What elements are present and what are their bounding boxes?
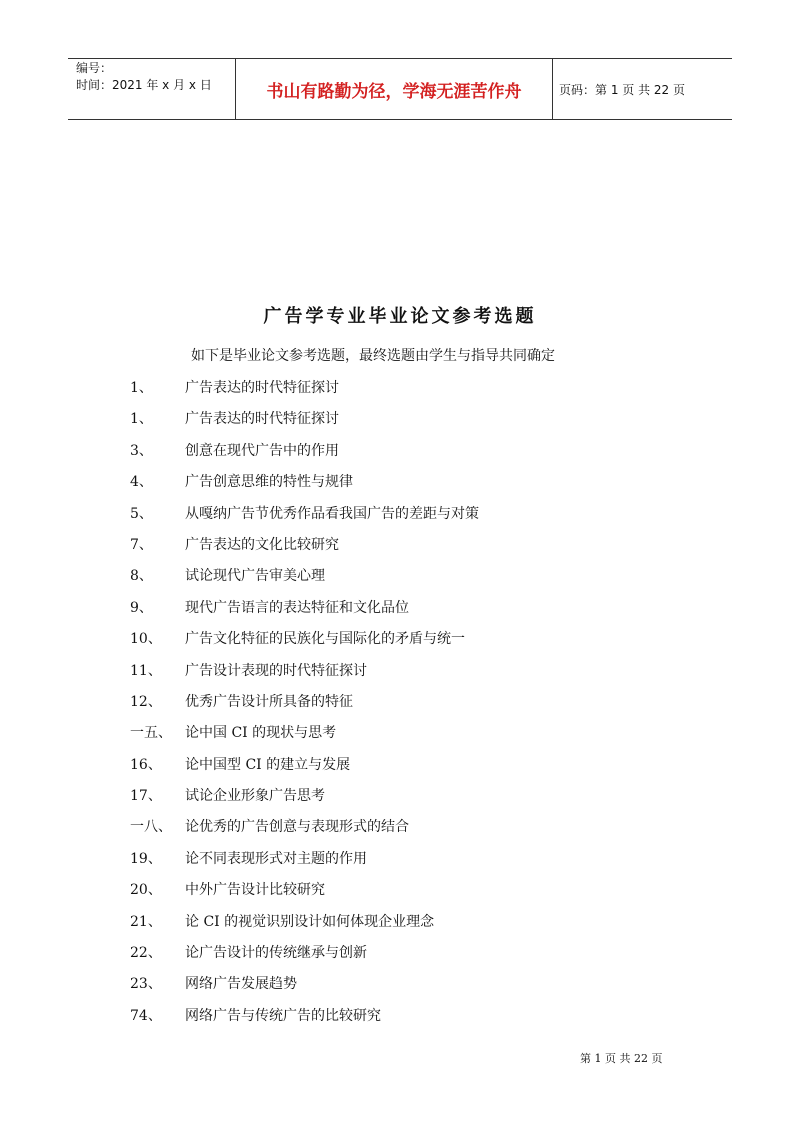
topic-number: 4、: [130, 474, 153, 491]
header-page-info: 页码：第 1 页 共 22 页: [559, 82, 685, 97]
topic-text: 论中国 CI 的现状与思考: [185, 725, 337, 742]
topic-text: 网络广告发展趋势: [185, 976, 297, 993]
topic-item: [0, 968, 800, 999]
page-footer: 第 1 页 共 22 页: [580, 1052, 663, 1065]
document-title: 广告学专业毕业论文参考选题: [263, 306, 537, 327]
topic-item: [0, 1000, 800, 1031]
topic-text: 现代广告语言的表达特征和文化品位: [185, 599, 409, 616]
document-number-label: 编号：: [76, 61, 113, 75]
topic-number: 1、: [130, 380, 153, 396]
topic-text: 论广告设计的传统继承与创新: [185, 945, 367, 962]
topic-item: [0, 403, 800, 434]
topic-item: [0, 466, 800, 497]
topic-number: 19、: [130, 850, 162, 867]
topic-number: 1、: [130, 411, 153, 428]
topic-item: [0, 906, 800, 937]
topic-text: 优秀广告设计所具备的特征: [185, 693, 353, 710]
topic-list: [0, 372, 800, 1031]
topic-item: [0, 780, 800, 811]
topic-text: 论优秀的广告创意与表现形式的结合: [185, 819, 409, 836]
topic-number: 21、: [130, 913, 162, 930]
topic-number: 20、: [130, 882, 162, 899]
topic-number: 11、: [130, 662, 162, 679]
topic-number: 5、: [130, 505, 153, 522]
topic-item: [0, 435, 800, 466]
topic-item: [0, 560, 800, 591]
intro-text: 如下是毕业论文参考选题，最终选题由学生与指导共同确定: [191, 348, 555, 364]
topic-number: 17、: [130, 788, 162, 805]
topic-item: [0, 717, 800, 748]
topic-number: 16、: [130, 756, 162, 773]
topic-text: 论不同表现形式对主题的作用: [185, 850, 367, 867]
topic-text: 广告创意思维的特性与规律: [185, 474, 353, 491]
document-time-label: 时间：2021 年 x 月 x 日: [76, 78, 212, 92]
topic-item: [0, 874, 800, 905]
header-meta: [68, 59, 236, 119]
topic-item: [0, 498, 800, 529]
topic-text: 创意在现代广告中的作用: [185, 442, 339, 459]
topic-item: [0, 937, 800, 968]
topic-text: 广告表达的文化比较研究: [185, 536, 339, 553]
topic-item: [0, 686, 800, 717]
topic-text: 论中国型 CI 的建立与发展: [185, 756, 351, 773]
topic-number: 10、: [130, 631, 162, 648]
topic-text: 广告表达的时代特征探讨: [185, 411, 339, 428]
topic-item: [0, 592, 800, 623]
header-motto: 书山有路勤为径，学海无涯苦作舟: [236, 59, 553, 119]
topic-item: [0, 372, 800, 403]
topic-item: [0, 843, 800, 874]
topic-text: 网络广告与传统广告的比较研究: [185, 1007, 381, 1024]
topic-number: 22、: [130, 945, 162, 962]
topic-number: 一八、: [130, 819, 172, 836]
topic-item: [0, 623, 800, 654]
topic-text: 广告表达的时代特征探讨: [185, 380, 339, 396]
topic-item: [0, 655, 800, 686]
topic-number: 23、: [130, 976, 162, 993]
topic-text: 广告文化特征的民族化与国际化的矛盾与统一: [185, 631, 465, 648]
topic-text: 中外广告设计比较研究: [185, 882, 325, 899]
topic-number: 8、: [130, 568, 153, 585]
topic-item: [0, 749, 800, 780]
page-header: [68, 58, 732, 120]
topic-text: 试论现代广告审美心理: [185, 568, 325, 585]
topic-number: 一五、: [130, 725, 172, 742]
topic-number: 12、: [130, 693, 162, 710]
topic-number: 74、: [130, 1007, 162, 1024]
topic-text: 论 CI 的视觉识别设计如何体现企业理念: [185, 913, 435, 930]
topic-number: 7、: [130, 536, 153, 553]
topic-text: 试论企业形象广告思考: [185, 788, 325, 805]
topic-item: [0, 529, 800, 560]
topic-number: 9、: [130, 599, 153, 616]
topic-number: 3、: [130, 442, 153, 459]
topic-text: 广告设计表现的时代特征探讨: [185, 662, 367, 679]
topic-text: 从嘎纳广告节优秀作品看我国广告的差距与对策: [185, 505, 479, 522]
topic-item: [0, 811, 800, 842]
